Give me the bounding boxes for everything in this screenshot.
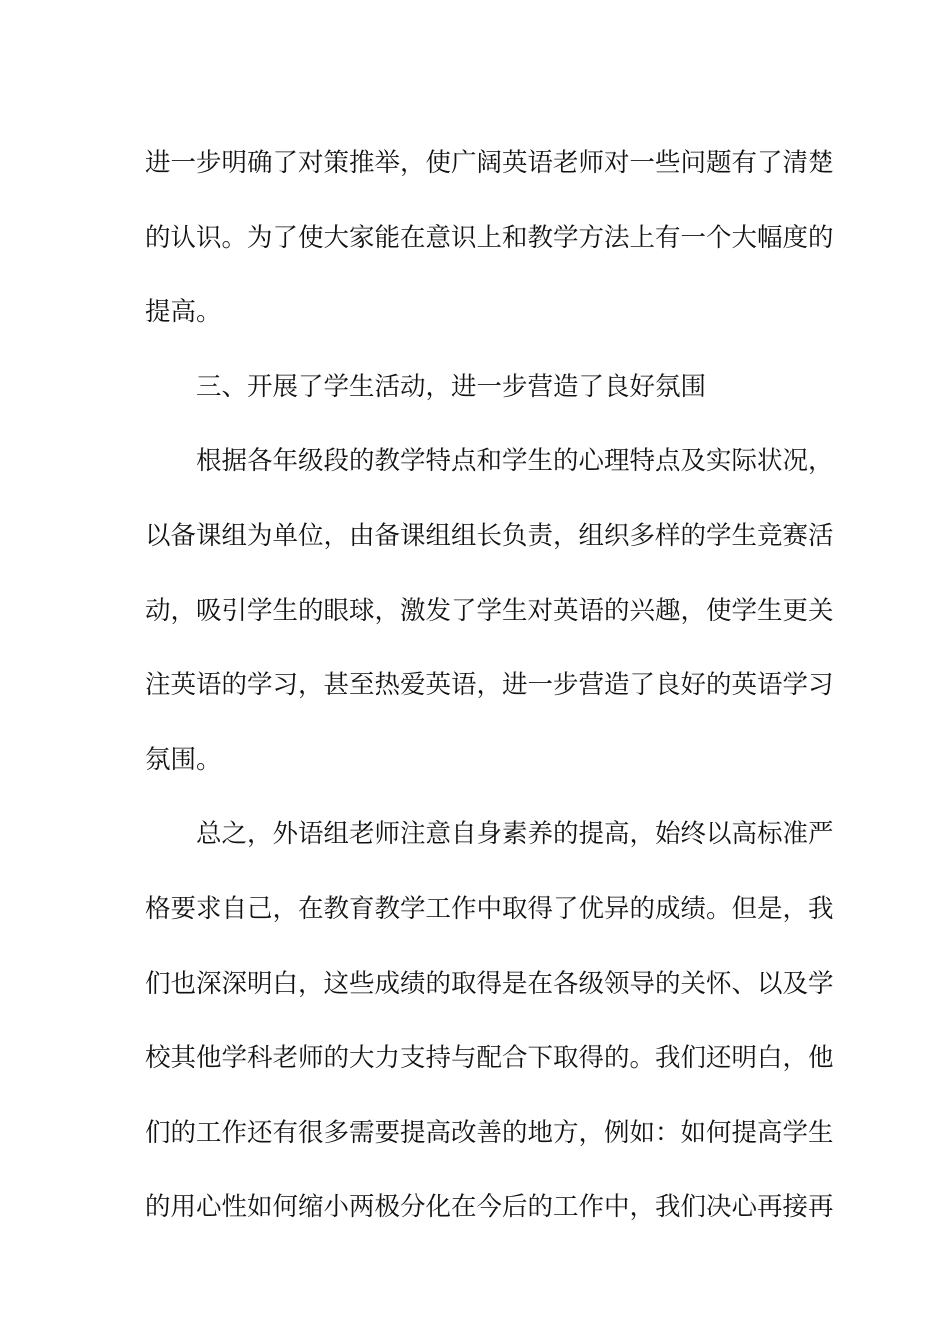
text-line-7: 动，吸引学生的眼球，激发了学生对英语的兴趣，使学生更关 [145, 595, 834, 626]
text-line-14: 们的工作还有很多需要提高改善的地方，例如：如何提高学生 [145, 1117, 834, 1148]
text-line-11: 格要求自己，在教育教学工作中取得了优异的成绩。但是，我 [145, 893, 834, 924]
text-line-10: 总之，外语组老师注意自身素养的提高，始终以高标准严 [196, 819, 834, 850]
text-line-15: 的用心性如何缩小两极分化在今后的工作中，我们决心再接再 [145, 1192, 834, 1223]
text-line-1: 进一步明确了对策推举，使广阔英语老师对一些问题有了清楚 [145, 148, 834, 178]
text-line-13: 校其他学科老师的大力支持与配合下取得的。我们还明白，他 [145, 1043, 834, 1074]
text-line-12: 们也深深明白，这些成绩的取得是在各级领导的关怀、以及学 [145, 968, 834, 999]
text-line-9: 氛围。 [145, 744, 222, 775]
text-line-5: 根据各年级段的教学特点和学生的心理特点及实际状况， [196, 446, 834, 477]
text-line-6: 以备课组为单位，由备课组组长负责，组织多样的学生竞赛活 [145, 520, 834, 551]
text-line-8: 注英语的学习，甚至热爱英语，进一步营造了良好的英语学习 [145, 670, 834, 701]
text-line-3: 提高。 [145, 297, 222, 328]
body-text [145, 126, 834, 1245]
section-heading: 三、开展了学生活动，进一步营造了良好氛围 [196, 371, 707, 402]
text-line-2: 的认识。为了使大家能在意识上和教学方法上有一个大幅度的 [145, 222, 834, 253]
